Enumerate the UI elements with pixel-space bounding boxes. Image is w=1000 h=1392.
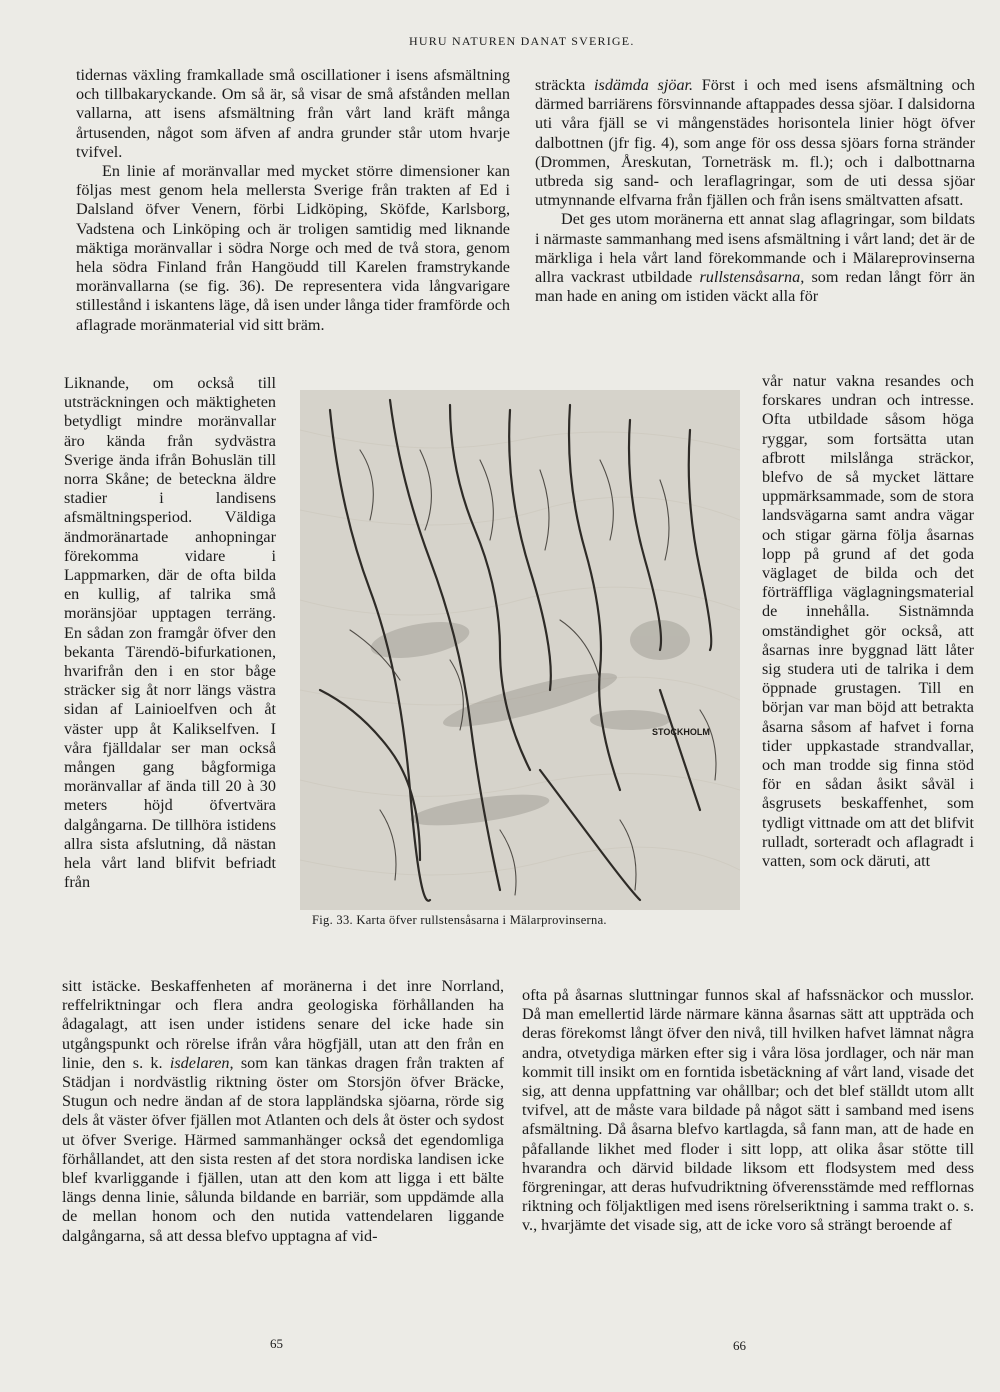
figure-caption: Fig. 33. Karta öfver rullstensåsarna i Mälarprovinserna.	[312, 913, 607, 927]
right-narrow-column	[762, 372, 974, 871]
left-top-column	[76, 66, 510, 335]
left-narrow-column	[64, 374, 276, 892]
paragraph: Det ges utom moränerna ett annat slag aflagringar, som bildats i närmaste sammanhang med isens afsmältning i vårt land; det är de märkliga i hela vårt land förekommande och i Mälareprovinserna allra vackrast utbildade rullstensåsarna, som redan långt förr än man hade en aning om istiden väckt alla för	[535, 210, 976, 306]
paragraph: vår natur vakna resandes och forskares undran och intresse. Ofta utbildade såsom höga ryggar, som fortsätta utan afbrott milslånga sträckor, blefvo de så mycket lättare uppmärksammade, som de stora landsvägarna samt andra vägar och stigar gärna följa åsarnas lopp på grund af det goda väglaget de bilda och det förträffliga väglagningsmaterial de innehålla. Sistnämnda omständighet gör också, att åsarnas inre byggnad lätt låter sig studera uti de talrika i dem öppnade grustagen. Till en början var man böjd att betrakta åsarna såsom af hafvet i forna tider uppkastade strandvallar, och man trodde sig finna stöd för en sådan åsikt såväl i åsgrusets beskaffenhet, som tydligt vittnade om att det blifvit rulladt, sorteradt och aflagradt i vatten, som ock däruti, att	[762, 372, 974, 871]
left-bottom-column	[62, 977, 504, 1246]
emphasis-term: isdelaren,	[169, 1053, 234, 1072]
paragraph: tidernas växling framkallade små oscillationer i isens afsmältning och tillbakaryckande. Om så är, så visar de små afstånden mellan vallarna, att isens afsmältning från vårt land kräft många årtusenden, något som äfven af andra grunder står utom hvarje tvifvel.	[76, 66, 510, 161]
running-head: HURU NATUREN DANAT SVERIGE.	[409, 34, 635, 48]
right-top-column	[535, 76, 975, 306]
map-label-stockholm: STOCKHOLM	[652, 727, 710, 737]
esker-map-image	[300, 390, 740, 910]
emphasis-term: isdämda sjöar.	[594, 76, 694, 94]
paragraph: sträckta isdämda sjöar. Först i och med isens afsmältning och därmed barriärens försvinnande aftappades dessa sjöar. I dalsidorna uti våra fjäll se vi mångenstädes horisontela linier högt öfver dalbottnen (jfr fig. 4), som ange för oss dessa sjöars forna stränder (Drommen, Åreskutan, Torneträsk m. fl.); och i dalbottnarna utbreda sig sand- och leraflagringar, som de uti dessa sjöar utmynnande elfvarna från fjällen och från isens smältvatten afsatt.	[535, 76, 975, 210]
page-number-left: 65	[270, 1336, 283, 1351]
map-figure	[300, 390, 740, 910]
paragraph: Liknande, om också till utsträckningen och mäktigheten betydligt mindre moränvallar äro kända från sydvästra Sverige ända ifrån Bohuslän till norra Skåne; de beteckna äldre stadier i landisens afsmältningsperiod. Väldiga ändmoränartade anhopningar förekomma vidare i Lappmarken, där de ofta bilda en kullig, af talrika små moränsjöar upptagen terräng. En sådan zon framgår öfver den bekanta Tärendö-bifurkationen, hvarifrån den i en stor båge sträcker sig åt norr längs västra sidan af Lainioelfven och åt väster upp åt Kalikselfven. I våra fjälldalar ser man också mången gang bågformiga moränvallar af ända till 20 à 30 meters höjd öfvertvära dalgångarna. De tillhöra istidens allra sista afslutning, då nästan hela vårt land blifvit befriadt från	[64, 374, 276, 892]
emphasis-term: rullstensåsarna,	[699, 268, 805, 287]
right-bottom-column	[522, 986, 974, 1236]
paragraph: En linie af moränvallar med mycket större dimensioner kan följas mest genom hela mellersta Sverige från trakten af Ed i Dalsland öfver Venern, förbi Lidköping, Sköfde, Karlsborg, Vadstena och Linköping och är troligen samtidig med liknande mäktiga moränvallar i södra Norge och med de två stora, genom hela södra Finland från Hangöudd till Karelen framstrykande moränvallarna (se fig. 36). De representera vida långvarigare stillestånd i iskantens läge, då isen under långa tider framförde och aflagrade moränmaterial vid sitt bräm.	[76, 162, 510, 334]
paragraph: ofta på åsarnas sluttningar funnos skal af hafssnäckor och musslor. Då man emellertid lärde närmare känna åsarnas sätt att uppträda och deras förekomst långt öfver den nivå, till hvilken hafvet lämnat några andra, otvetydiga märken efter sig i våra lösa jordlager, och när man kommit till insikt om en forntida isbetäckning af vårt land, visade det sig, att denna uppfattning var ohållbar; och det blef ställdt utom allt tvifvel, att de måste vara bildade på något sätt i samband med isens afsmältning. Då åsarna blefvo kartlagda, så fann man, att de hade en påfallande likhet med floder i sitt lopp, att olika åsar stötte till hvarandra och därvid bildade liksom ett flodsystem med dess förgreningar, att deras hufvudriktning öfverensstämde med refflornas riktning och följaktligen med isens rörelseriktning i samma trakt o. s. v., hvarjämte det visade sig, att de icke voro så strängt beroende af	[522, 986, 974, 1235]
page-number-right: 66	[733, 1338, 746, 1353]
paragraph: sitt istäcke. Beskaffenheten af moränerna i det inre Norrland, reffelriktningar och flera andra geologiska förhållanden ha ådagalagt, att isen under istidens senare del icke hade sin utgångspunkt och rörelse ifrån våra högfjäll, utan att den från en linie, den s. k. isdelaren, som kan tänkas dragen från trakten af Städjan i nordvästlig riktning öster om Storsjön öfver Bräcke, Stugun och nedre ändan af de stora lappländska sjöarna, rörde sig dels åt väster öfver fjällen mot Atlanten och dels åt öster och sydost ut öfver Sverige. Härmed sammanhänger också det egendomliga förhållandet, att den sista resten af det stora nordiska landisen icke blef kvarliggande i fjällen, utan att den kom att ligga i ett bälte längs denna linie, sålunda bildande en barriär, som uppdämde alla de mellan honom och den nutida vattendelaren liggande dalgångarna, så att dessa blefvo upptagna af vid-	[62, 977, 504, 1245]
